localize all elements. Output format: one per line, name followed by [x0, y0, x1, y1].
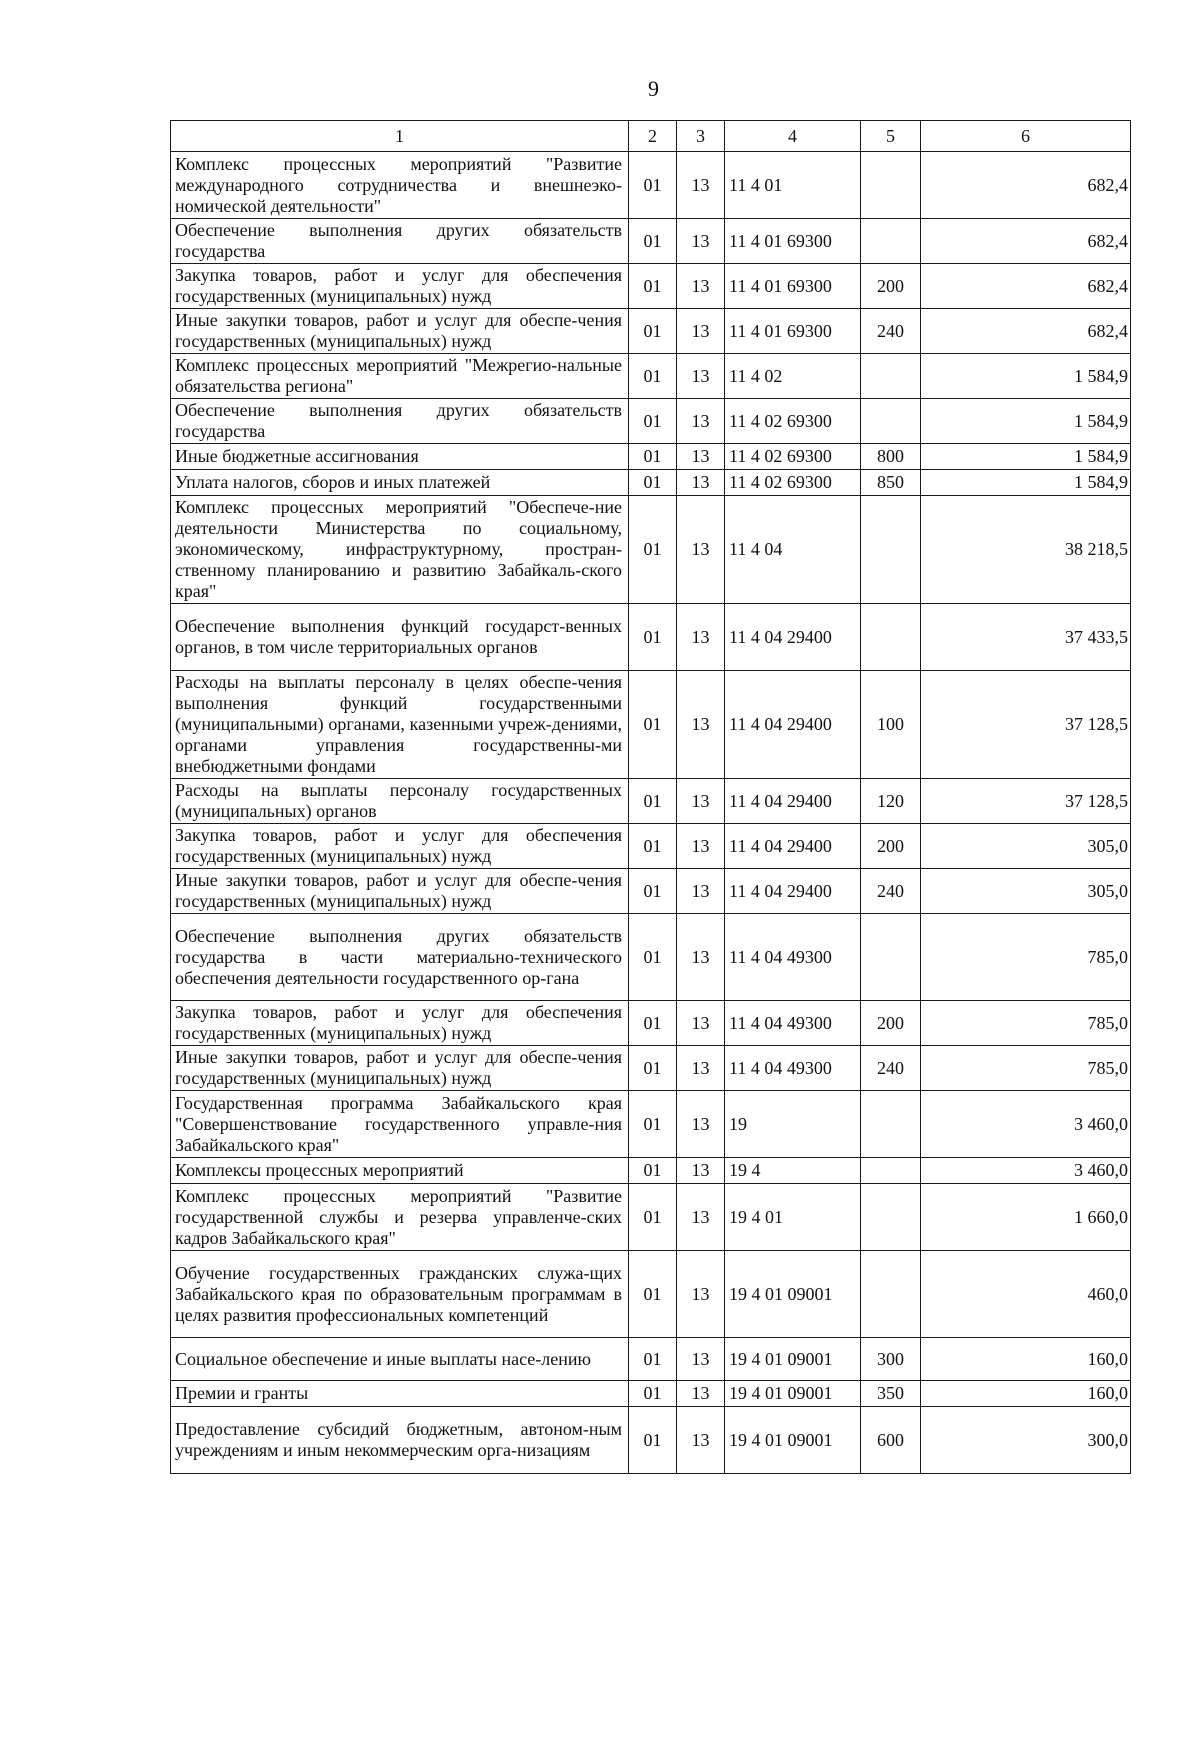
row-expense-type-cell: 200: [861, 1001, 921, 1046]
row-subsection-cell: 13: [677, 869, 725, 914]
row-expense-type-cell: 350: [861, 1381, 921, 1407]
row-expense-type-cell: [861, 399, 921, 444]
row-amount-cell: 682,4: [921, 152, 1131, 219]
table-row: [171, 444, 1131, 470]
row-name-cell: Иные закупки товаров, работ и услуг для обеспе-чения государственных (муниципальных) нужд: [171, 1046, 629, 1091]
row-section-cell: 01: [629, 1046, 677, 1091]
row-name-cell: Закупка товаров, работ и услуг для обеспечения государственных (муниципальных) нужд: [171, 824, 629, 869]
row-amount-cell: 1 584,9: [921, 399, 1131, 444]
row-section-cell: 01: [629, 354, 677, 399]
row-amount-cell: 785,0: [921, 914, 1131, 1001]
row-target-article-cell: 11 4 02 69300: [725, 399, 861, 444]
row-amount-cell: 3 460,0: [921, 1091, 1131, 1158]
row-target-article-cell: 11 4 04 29400: [725, 824, 861, 869]
row-amount-cell: 1 584,9: [921, 444, 1131, 470]
row-target-article-cell: 11 4 04 29400: [725, 779, 861, 824]
row-subsection-cell: 13: [677, 604, 725, 671]
row-amount-cell: 305,0: [921, 824, 1131, 869]
table-row: [171, 264, 1131, 309]
row-expense-type-cell: 200: [861, 264, 921, 309]
row-amount-cell: 460,0: [921, 1251, 1131, 1338]
table-row: [171, 914, 1131, 1001]
row-subsection-cell: 13: [677, 1338, 725, 1381]
table-row: [171, 354, 1131, 399]
table-row: [171, 1381, 1131, 1407]
row-expense-type-cell: [861, 604, 921, 671]
row-subsection-cell: 13: [677, 671, 725, 779]
row-subsection-cell: 13: [677, 399, 725, 444]
table-row: [171, 604, 1131, 671]
row-amount-cell: 37 128,5: [921, 671, 1131, 779]
row-subsection-cell: 13: [677, 779, 725, 824]
table-row: [171, 152, 1131, 219]
row-subsection-cell: 13: [677, 444, 725, 470]
page-number: 9: [648, 76, 659, 101]
row-section-cell: 01: [629, 1001, 677, 1046]
row-section-cell: 01: [629, 1158, 677, 1184]
row-target-article-cell: 11 4 01 69300: [725, 264, 861, 309]
row-section-cell: 01: [629, 444, 677, 470]
row-name-cell: Комплекс процессных мероприятий "Обеспече-ние деятельности Министерства по социальному, экономическому, инфраструктурному, простран-ственному планированию и развитию Забайкаль-ского края": [171, 496, 629, 604]
row-name-cell: Комплекс процессных мероприятий "Межрегио-нальные обязательства региона": [171, 354, 629, 399]
table-row: [171, 219, 1131, 264]
row-target-article-cell: 11 4 04 49300: [725, 914, 861, 1001]
row-target-article-cell: 11 4 02: [725, 354, 861, 399]
row-subsection-cell: 13: [677, 914, 725, 1001]
row-expense-type-cell: 240: [861, 1046, 921, 1091]
row-expense-type-cell: [861, 1158, 921, 1184]
row-name-cell: Иные закупки товаров, работ и услуг для обеспе-чения государственных (муниципальных) нужд: [171, 309, 629, 354]
row-target-article-cell: 11 4 02 69300: [725, 444, 861, 470]
row-name-cell: Уплата налогов, сборов и иных платежей: [171, 470, 629, 496]
row-subsection-cell: 13: [677, 824, 725, 869]
row-section-cell: 01: [629, 1251, 677, 1338]
row-target-article-cell: 11 4 01 69300: [725, 219, 861, 264]
row-name-cell: Иные закупки товаров, работ и услуг для обеспе-чения государственных (муниципальных) нужд: [171, 869, 629, 914]
row-expense-type-cell: 240: [861, 869, 921, 914]
row-name-cell: Обучение государственных гражданских служа-щих Забайкальского края по образовательным программам в целях развития профессиональных компетенций: [171, 1251, 629, 1338]
row-section-cell: 01: [629, 152, 677, 219]
row-amount-cell: 38 218,5: [921, 496, 1131, 604]
row-name-cell: Обеспечение выполнения других обязательств государства: [171, 399, 629, 444]
row-target-article-cell: 19 4 01 09001: [725, 1251, 861, 1338]
table-row: [171, 1091, 1131, 1158]
row-subsection-cell: 13: [677, 1158, 725, 1184]
row-name-cell: Социальное обеспечение и иные выплаты насе-лению: [171, 1338, 629, 1381]
row-expense-type-cell: [861, 354, 921, 399]
row-target-article-cell: 19 4: [725, 1158, 861, 1184]
row-target-article-cell: 11 4 04 29400: [725, 604, 861, 671]
row-expense-type-cell: [861, 914, 921, 1001]
column-header: 2: [629, 121, 677, 152]
row-target-article-cell: 19 4 01 09001: [725, 1338, 861, 1381]
row-subsection-cell: 13: [677, 1091, 725, 1158]
row-amount-cell: 37 433,5: [921, 604, 1131, 671]
table-row: [171, 1407, 1131, 1474]
budget-table: [170, 120, 1131, 1474]
row-name-cell: Комплексы процессных мероприятий: [171, 1158, 629, 1184]
table-row: [171, 496, 1131, 604]
column-header: 4: [725, 121, 861, 152]
table-row: [171, 869, 1131, 914]
row-amount-cell: 1 584,9: [921, 354, 1131, 399]
row-name-cell: Предоставление субсидий бюджетным, автоном-ным учреждениям и иным некоммерческим орга-низациям: [171, 1407, 629, 1474]
row-target-article-cell: 11 4 01: [725, 152, 861, 219]
row-target-article-cell: 11 4 04 29400: [725, 869, 861, 914]
row-target-article-cell: 11 4 04: [725, 496, 861, 604]
table-row: [171, 309, 1131, 354]
table-row: [171, 1184, 1131, 1251]
row-expense-type-cell: 240: [861, 309, 921, 354]
row-subsection-cell: 13: [677, 152, 725, 219]
row-section-cell: 01: [629, 496, 677, 604]
row-subsection-cell: 13: [677, 496, 725, 604]
row-target-article-cell: 11 4 04 49300: [725, 1046, 861, 1091]
row-expense-type-cell: 800: [861, 444, 921, 470]
row-amount-cell: 1 584,9: [921, 470, 1131, 496]
row-amount-cell: 160,0: [921, 1381, 1131, 1407]
row-expense-type-cell: 850: [861, 470, 921, 496]
table-row: [171, 1158, 1131, 1184]
row-name-cell: Обеспечение выполнения других обязательств государства в части материально-технического обеспечения деятельности государственного ор-гана: [171, 914, 629, 1001]
row-section-cell: 01: [629, 671, 677, 779]
row-subsection-cell: 13: [677, 1381, 725, 1407]
row-section-cell: 01: [629, 1381, 677, 1407]
row-name-cell: Закупка товаров, работ и услуг для обеспечения государственных (муниципальных) нужд: [171, 264, 629, 309]
row-amount-cell: 682,4: [921, 219, 1131, 264]
row-subsection-cell: 13: [677, 470, 725, 496]
row-expense-type-cell: 300: [861, 1338, 921, 1381]
row-expense-type-cell: 600: [861, 1407, 921, 1474]
row-name-cell: Обеспечение выполнения других обязательств государства: [171, 219, 629, 264]
row-name-cell: Государственная программа Забайкальского края "Совершенствование государственного управле-ния Забайкальского края": [171, 1091, 629, 1158]
table-row: [171, 671, 1131, 779]
column-header: 5: [861, 121, 921, 152]
table-body: [171, 152, 1131, 1474]
row-target-article-cell: 11 4 04 29400: [725, 671, 861, 779]
row-subsection-cell: 13: [677, 264, 725, 309]
row-section-cell: 01: [629, 1338, 677, 1381]
row-section-cell: 01: [629, 1091, 677, 1158]
row-target-article-cell: 19 4 01 09001: [725, 1381, 861, 1407]
row-name-cell: Комплекс процессных мероприятий "Развитие государственной службы и резерва управленче-ских кадров Забайкальского края": [171, 1184, 629, 1251]
row-target-article-cell: 19 4 01: [725, 1184, 861, 1251]
row-amount-cell: 3 460,0: [921, 1158, 1131, 1184]
row-amount-cell: 682,4: [921, 264, 1131, 309]
row-section-cell: 01: [629, 869, 677, 914]
row-name-cell: Расходы на выплаты персоналу государственных (муниципальных) органов: [171, 779, 629, 824]
row-section-cell: 01: [629, 824, 677, 869]
table-row: [171, 470, 1131, 496]
row-section-cell: 01: [629, 779, 677, 824]
row-name-cell: Закупка товаров, работ и услуг для обеспечения государственных (муниципальных) нужд: [171, 1001, 629, 1046]
table-row: [171, 399, 1131, 444]
row-expense-type-cell: 100: [861, 671, 921, 779]
table-row: [171, 1251, 1131, 1338]
column-header: 6: [921, 121, 1131, 152]
row-subsection-cell: 13: [677, 1046, 725, 1091]
row-target-article-cell: 19 4 01 09001: [725, 1407, 861, 1474]
row-section-cell: 01: [629, 604, 677, 671]
row-amount-cell: 785,0: [921, 1046, 1131, 1091]
row-amount-cell: 37 128,5: [921, 779, 1131, 824]
row-section-cell: 01: [629, 470, 677, 496]
row-target-article-cell: 11 4 04 49300: [725, 1001, 861, 1046]
row-target-article-cell: 11 4 02 69300: [725, 470, 861, 496]
row-section-cell: 01: [629, 399, 677, 444]
table-row: [171, 824, 1131, 869]
row-name-cell: Комплекс процессных мероприятий "Развитие международного сотрудничества и внешнеэко-номической деятельности": [171, 152, 629, 219]
row-expense-type-cell: [861, 496, 921, 604]
row-section-cell: 01: [629, 1184, 677, 1251]
row-name-cell: Расходы на выплаты персоналу в целях обеспе-чения выполнения функций государственными (муниципальными) органами, казенными учреж-дениями, органами управления государственны-ми внебюджетными фондами: [171, 671, 629, 779]
table-row: [171, 1001, 1131, 1046]
table-header-row: [171, 121, 1131, 152]
row-expense-type-cell: [861, 152, 921, 219]
row-target-article-cell: 11 4 01 69300: [725, 309, 861, 354]
column-header: 3: [677, 121, 725, 152]
row-subsection-cell: 13: [677, 1407, 725, 1474]
row-amount-cell: 1 660,0: [921, 1184, 1131, 1251]
row-subsection-cell: 13: [677, 219, 725, 264]
row-amount-cell: 682,4: [921, 309, 1131, 354]
table-row: [171, 779, 1131, 824]
table-row: [171, 1338, 1131, 1381]
row-expense-type-cell: [861, 219, 921, 264]
row-expense-type-cell: [861, 1091, 921, 1158]
row-subsection-cell: 13: [677, 354, 725, 399]
row-subsection-cell: 13: [677, 1184, 725, 1251]
row-subsection-cell: 13: [677, 1251, 725, 1338]
row-section-cell: 01: [629, 264, 677, 309]
row-target-article-cell: 19: [725, 1091, 861, 1158]
row-amount-cell: 160,0: [921, 1338, 1131, 1381]
row-expense-type-cell: [861, 1251, 921, 1338]
row-expense-type-cell: 120: [861, 779, 921, 824]
column-header: 1: [171, 121, 629, 152]
row-subsection-cell: 13: [677, 1001, 725, 1046]
row-section-cell: 01: [629, 914, 677, 1001]
row-section-cell: 01: [629, 219, 677, 264]
row-section-cell: 01: [629, 1407, 677, 1474]
row-name-cell: Обеспечение выполнения функций государст-венных органов, в том числе территориальных органов: [171, 604, 629, 671]
row-amount-cell: 305,0: [921, 869, 1131, 914]
table-row: [171, 1046, 1131, 1091]
row-name-cell: Премии и гранты: [171, 1381, 629, 1407]
row-expense-type-cell: [861, 1184, 921, 1251]
row-name-cell: Иные бюджетные ассигнования: [171, 444, 629, 470]
row-amount-cell: 785,0: [921, 1001, 1131, 1046]
row-subsection-cell: 13: [677, 309, 725, 354]
row-expense-type-cell: 200: [861, 824, 921, 869]
row-section-cell: 01: [629, 309, 677, 354]
row-amount-cell: 300,0: [921, 1407, 1131, 1474]
